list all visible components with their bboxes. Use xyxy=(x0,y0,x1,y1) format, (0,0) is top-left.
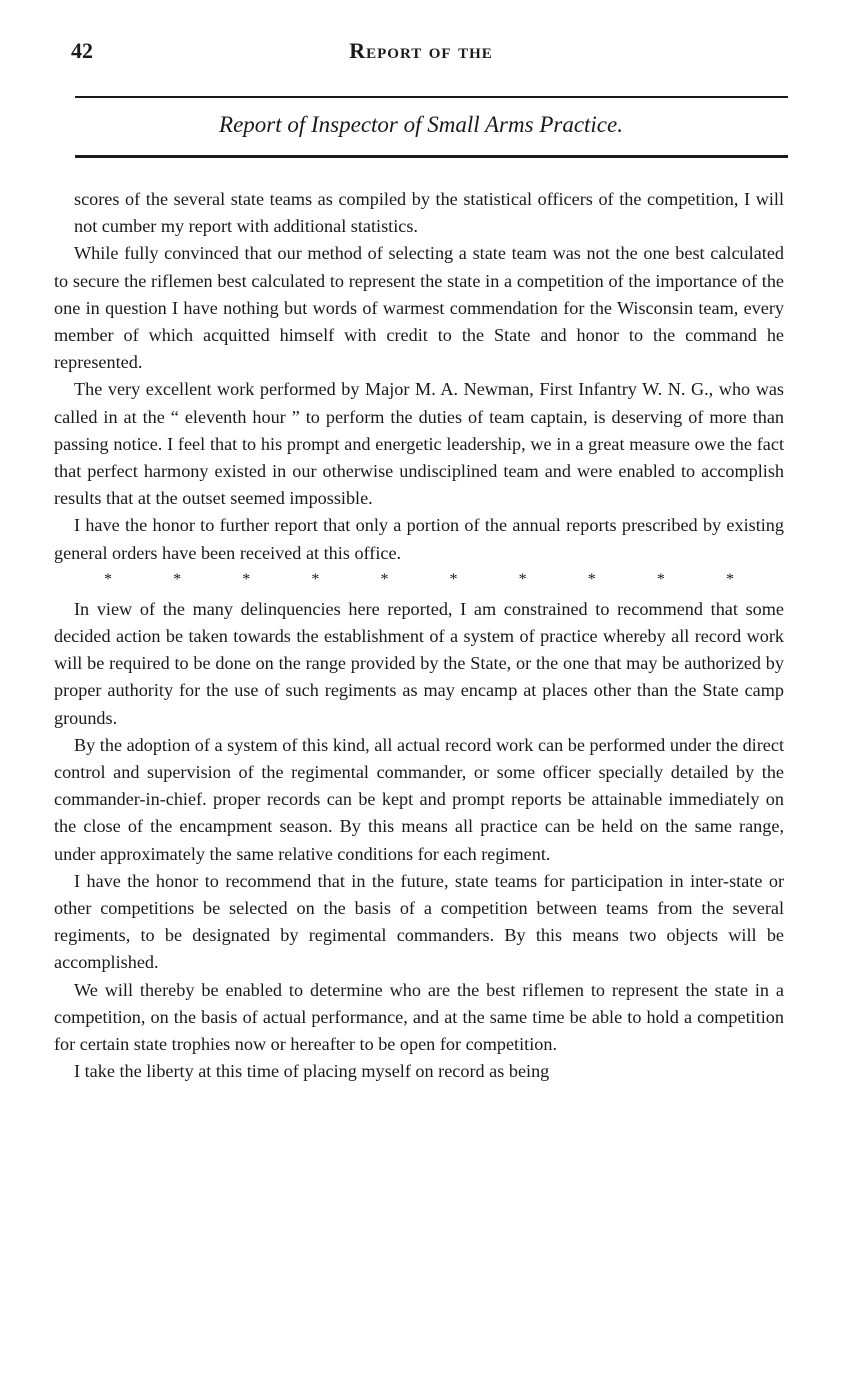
ellipsis-stars xyxy=(54,567,784,592)
star: * xyxy=(173,570,182,588)
paragraph: The very excellent work performed by Major M. A. Newman, First Infantry W. N. G., who was called in at the “ eleventh hour ” to perform the duties of team captain, is deserving of more than passing notice. I feel that to his prompt and energetic leadership, we in a great measure owe the fact that perfect harmony existed in our otherwise undisciplined team and were enabled to accomplish results that at the outset seemed impossible. xyxy=(54,379,784,509)
bottom-rule xyxy=(75,155,788,158)
star: * xyxy=(587,570,596,588)
star: * xyxy=(242,570,251,588)
section-title: Report of Inspector of Small Arms Practice. xyxy=(219,112,623,137)
paragraph: We will thereby be enabled to determine who are the best riflemen to represent the state in a competition, on the basis of actual performance, and at the same time be able to hold a competition for certain state trophies now or hereafter to be open for competition. xyxy=(54,979,784,1055)
star: * xyxy=(380,570,389,588)
paragraph: I have the honor to recommend that in the future, state teams for participation in inter-state or other competitions be selected on the basis of a competition between teams from the several regiments, to be designated by regimental commanders. By this means two objects will be accomplished. xyxy=(54,870,784,973)
running-head: Report of the xyxy=(349,38,493,63)
paragraph: While fully convinced that our method of selecting a state team was not the one best calculated to secure the riflemen best calculated to represent the state in a competition of the importance of the one in question I have nothing but words of warmest commendation for the Wisconsin team, every member of which acquitted himself with credit to the State and honor to the command he represented. xyxy=(54,243,784,373)
paragraph: By the adoption of a system of this kind, all actual record work can be performed under the direct control and supervision of the regimental commander, or some officer specially detailed by the commander-in-chief. proper records can be kept and prompt reports be attainable immediately on the close of the encampment season. By this means all practice can be held on the same range, under approximately the same relative conditions for each regiment. xyxy=(54,734,784,864)
page-number: 42 xyxy=(71,38,93,63)
paragraph-continued: scores of the several state teams as compiled by the statistical officers of the competition, I will not cumber my report with additional statistics. xyxy=(74,189,784,237)
paragraph: I have the honor to further report that only a portion of the annual reports prescribed by existing general orders have been received at this office. xyxy=(54,515,784,563)
star: * xyxy=(725,570,734,588)
star: * xyxy=(656,570,665,588)
star: * xyxy=(311,570,320,588)
star: * xyxy=(518,570,527,588)
star: * xyxy=(104,570,112,588)
paragraph: In view of the many delinquencies here reported, I am constrained to recommend that some decided action be taken towards the establishment of a system of practice whereby all record work will be required to be done on the range provided by the State, or the one that may be authorized by proper authority for the use of such regiments as may encamp at places other than the State camp grounds. xyxy=(54,598,784,728)
body-text xyxy=(54,186,784,1086)
top-rule xyxy=(75,96,788,98)
star: * xyxy=(449,570,458,588)
paragraph: I take the liberty at this time of placing myself on record as being xyxy=(74,1061,550,1082)
